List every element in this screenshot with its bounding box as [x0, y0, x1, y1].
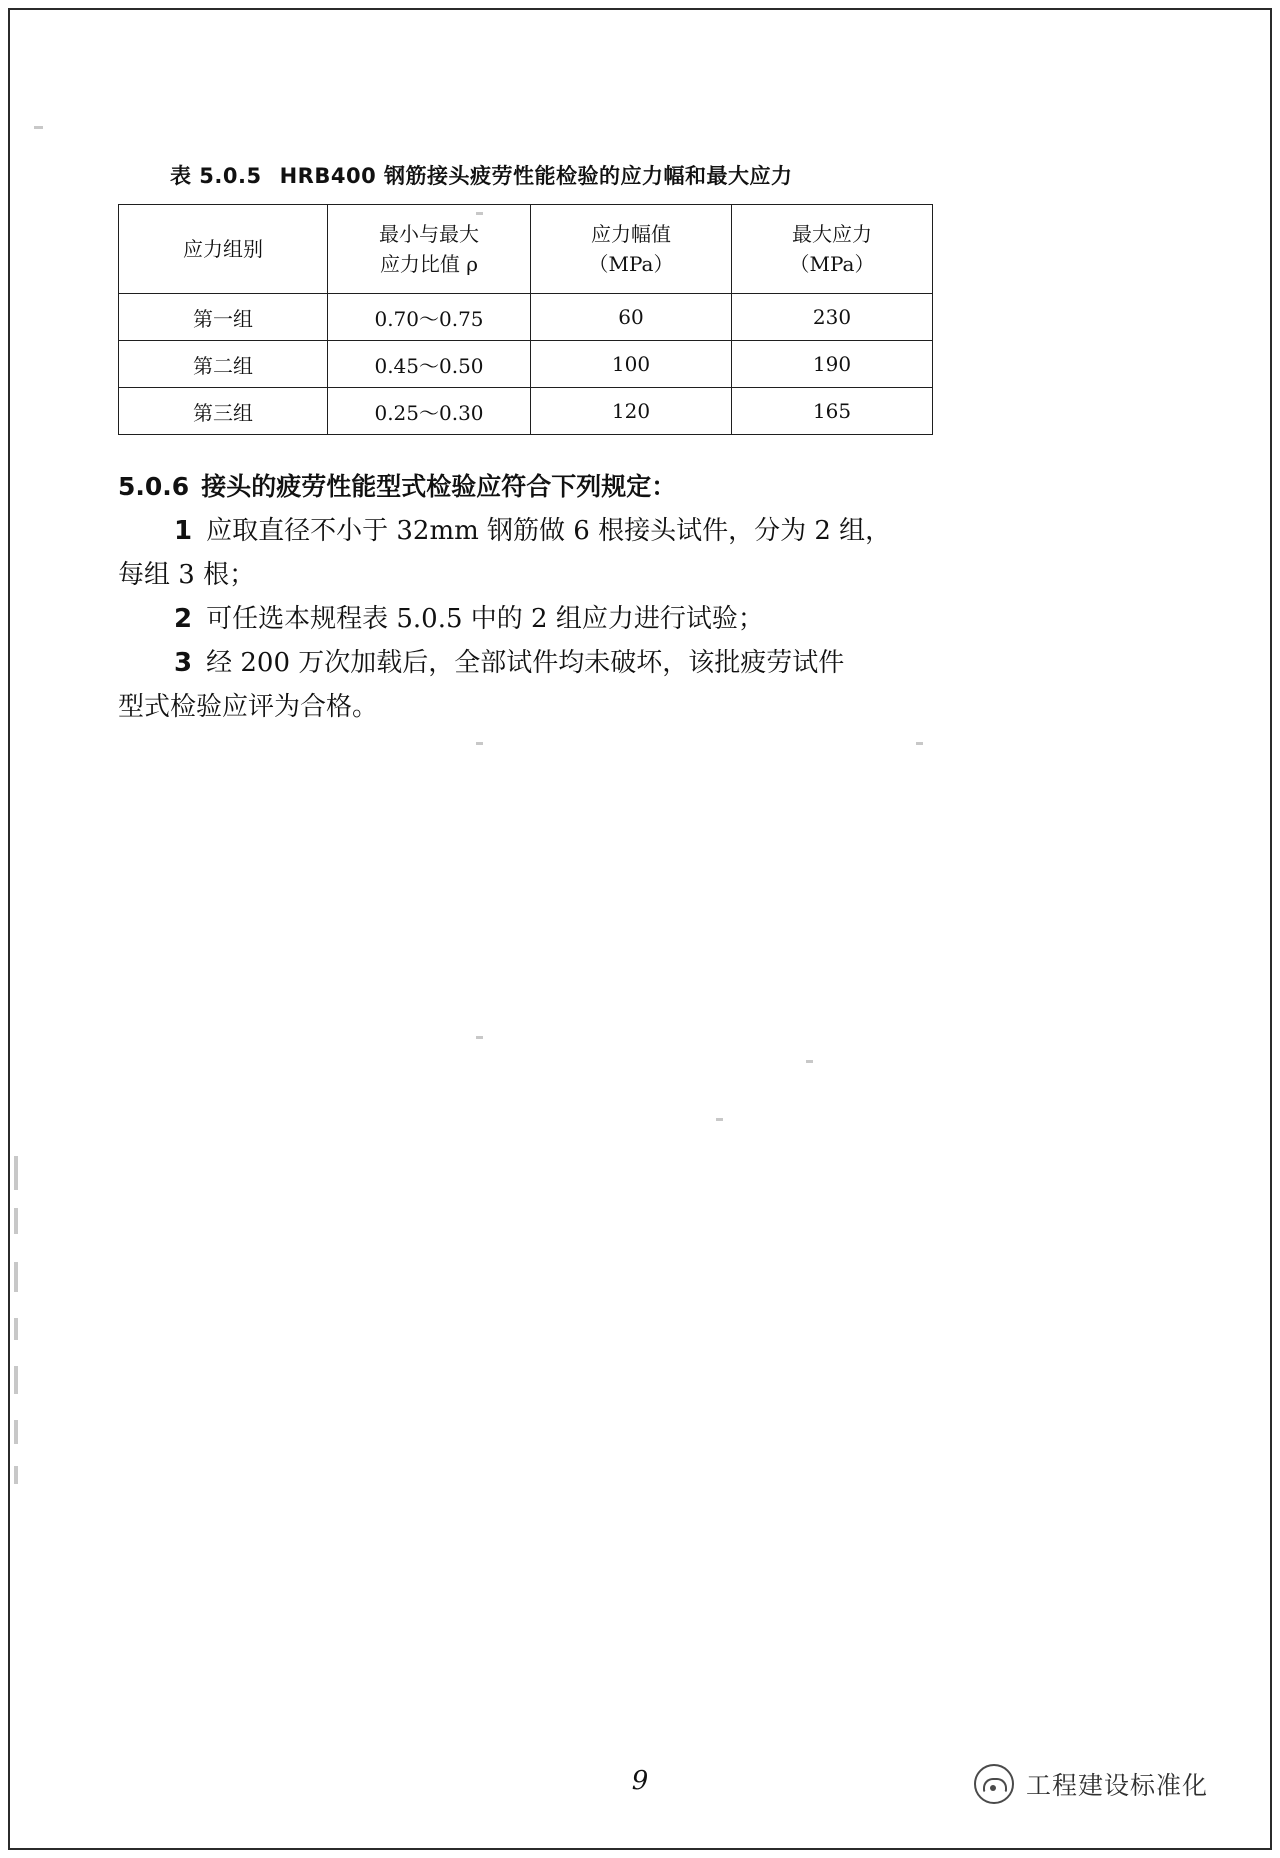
- clause-item-3-line-2: 型式检验应评为合格。: [118, 691, 379, 722]
- table-row: [119, 294, 933, 341]
- scan-speck: [14, 1366, 18, 1394]
- cell-amplitude: 100: [531, 341, 732, 388]
- cell-max-stress: 230: [732, 294, 933, 341]
- scan-speck: [14, 1208, 18, 1234]
- cell-amplitude: 60: [531, 294, 732, 341]
- page-footer: [0, 1754, 1280, 1814]
- header-line-1: 应力幅值: [591, 222, 671, 246]
- scan-speck: [34, 126, 43, 129]
- cell-group: 第二组: [119, 341, 328, 388]
- item-text: 经 200 万次加载后，全部试件均未破坏，该批疲劳试件: [206, 647, 845, 678]
- header-line-1: 最小与最大: [379, 222, 479, 246]
- table-header-cell-ratio: [328, 205, 531, 294]
- header-line-2: 应力比值 ρ: [379, 252, 479, 276]
- watermark-text: 工程建设标准化: [1025, 1771, 1208, 1800]
- scan-speck: [14, 1262, 18, 1292]
- page-content: [118, 160, 938, 730]
- item-number: 1: [174, 515, 193, 546]
- clause-lead-text: 接头的疲劳性能型式检验应符合下列规定：: [201, 472, 677, 501]
- page-number: 9: [631, 1766, 649, 1796]
- scan-speck: [476, 742, 483, 745]
- item-number: 2: [174, 603, 193, 634]
- cell-amplitude: 120: [531, 388, 732, 435]
- table-body: [119, 294, 933, 435]
- table-row: [119, 388, 933, 435]
- cell-max-stress: 190: [732, 341, 933, 388]
- cell-ratio: 0.25～0.30: [328, 388, 531, 435]
- table-header: [119, 205, 933, 294]
- clause-lead: [118, 467, 938, 508]
- scan-speck: [14, 1420, 18, 1444]
- item-text: 可任选本规程表 5.0.5 中的 2 组应力进行试验；: [206, 603, 764, 634]
- header-line-1: 应力组别: [183, 237, 263, 261]
- clause-body: [118, 467, 938, 728]
- scan-speck: [14, 1318, 18, 1340]
- clause-item-1-line-1: [118, 510, 938, 552]
- cell-ratio: 0.70～0.75: [328, 294, 531, 341]
- header-line-1: 最大应力: [792, 222, 872, 246]
- wechat-circle-logo-icon: [974, 1764, 1014, 1804]
- header-line-2: （MPa）: [588, 252, 674, 276]
- table-caption-number: 表 5.0.5: [170, 164, 262, 188]
- table-header-cell-max-stress: [732, 205, 933, 294]
- scan-speck: [806, 1060, 813, 1063]
- item-text: 应取直径不小于 32mm 钢筋做 6 根接头试件，分为 2 组，: [206, 515, 892, 546]
- scan-speck: [916, 742, 923, 745]
- header-line-2: （MPa）: [789, 252, 875, 276]
- item-number: 3: [174, 647, 193, 678]
- scan-speck: [716, 1118, 723, 1121]
- table-header-cell-group: [119, 205, 328, 294]
- cell-group: 第三组: [119, 388, 328, 435]
- clause-item-2-line-1: [118, 598, 938, 640]
- table-row: [119, 341, 933, 388]
- cell-group: 第一组: [119, 294, 328, 341]
- clause-number: 5.0.6: [118, 472, 190, 501]
- table-header-cell-amplitude: [531, 205, 732, 294]
- scan-speck: [476, 1036, 483, 1039]
- scan-speck: [14, 1156, 18, 1190]
- scan-speck: [14, 1466, 18, 1484]
- stress-table: [118, 204, 933, 435]
- table-caption-title: HRB400 钢筋接头疲劳性能检验的应力幅和最大应力: [279, 164, 793, 188]
- clause-item-1-line-2: 每组 3 根；: [118, 559, 256, 590]
- table-header-row: [119, 205, 933, 294]
- watermark: [974, 1764, 1208, 1804]
- cell-ratio: 0.45～0.50: [328, 341, 531, 388]
- clause-item-3-line-1: [118, 642, 938, 684]
- cell-max-stress: 165: [732, 388, 933, 435]
- table-caption: [118, 160, 938, 190]
